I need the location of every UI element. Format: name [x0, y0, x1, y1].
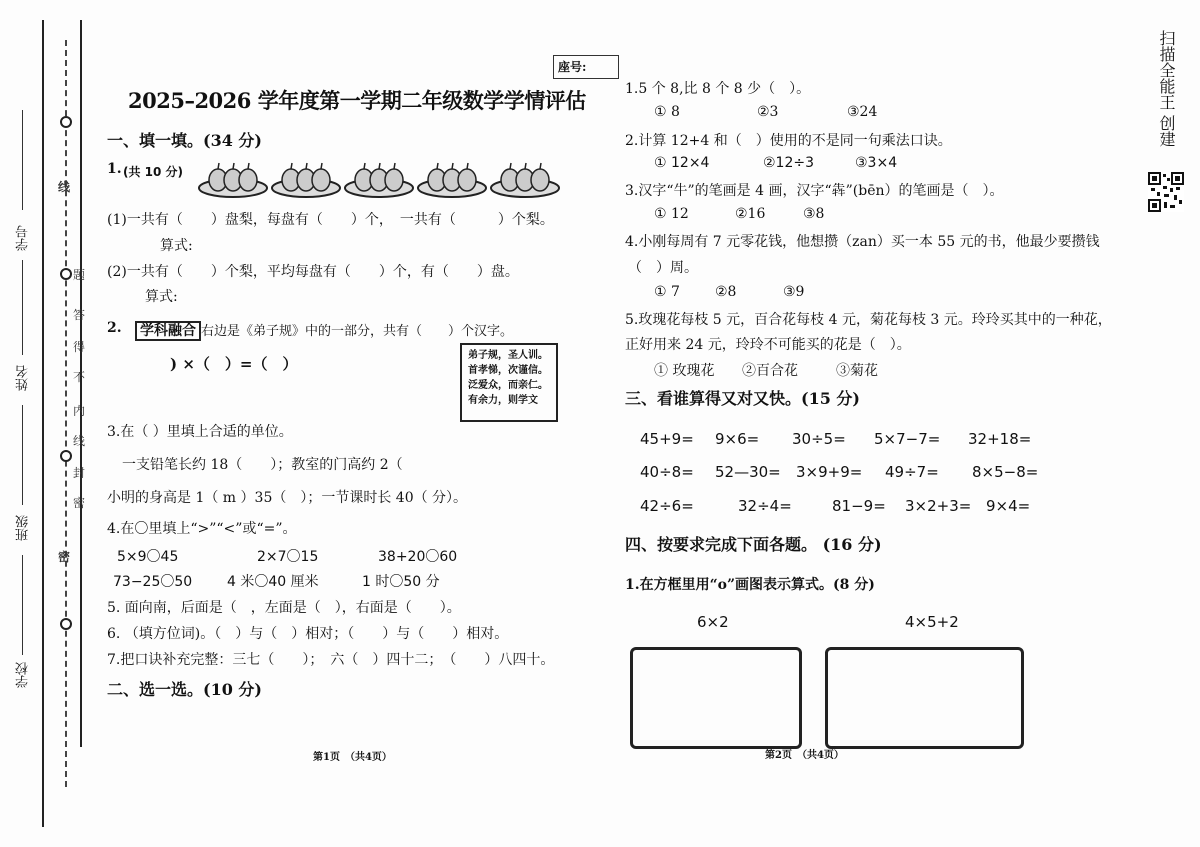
- q1-label: 1.: [107, 161, 122, 177]
- choice4-question: 4.小刚每周有 7 元零花钱，他想攒（zan）买一本 55 元的书，他最少要攒钱: [625, 234, 1100, 250]
- q1-points: (共 10 分): [123, 165, 184, 179]
- calc-item: 32÷4=: [738, 497, 792, 515]
- q4-item: 1 时〇50 分: [362, 574, 440, 590]
- drawing-box-6x2[interactable]: [630, 647, 802, 749]
- choice5-question-cont: 正好用来 24 元，玲玲不可能买的花是（ ）。: [625, 337, 911, 353]
- binding-hole: [60, 268, 72, 280]
- choice1-question: 1.5 个 8,比 8 个 8 少（ ）。: [625, 81, 811, 97]
- choice1-option: ① 8: [654, 104, 680, 120]
- calc-item: 45+9=: [640, 430, 694, 448]
- seal-text: 封: [73, 466, 86, 480]
- choice4-option: ②8: [715, 284, 737, 300]
- q6-text: 6. （填方位词)。（ ）与（ ）相对；（ ）与（ ）相对。: [107, 626, 509, 642]
- class-line: [22, 405, 23, 505]
- calc-item: 8×5−8=: [972, 463, 1039, 481]
- choice5-option: ②百合花: [742, 363, 798, 379]
- seal-text: 线: [73, 434, 86, 448]
- drawing-box-4x5plus2[interactable]: [825, 647, 1024, 749]
- section4-q1: 1.在方框里用“o”画图表示算式。(8 分): [625, 577, 875, 593]
- calc-item: 81−9=: [832, 497, 886, 515]
- calc-item: 9×6=: [715, 430, 760, 448]
- q4-item: 4 米〇40 厘米: [227, 574, 319, 590]
- dizigui-poem-box: [460, 343, 558, 422]
- q3-line1: 一支铅笔长约 18（ ）；教室的门高约 2（: [122, 457, 403, 473]
- choice1-option: ③24: [847, 104, 878, 120]
- calc-item: 49÷7=: [885, 463, 939, 481]
- calc-item: 42÷6=: [640, 497, 694, 515]
- q2-expression: ) ×（ ）=（ ）: [170, 355, 298, 373]
- section1-title: 一、填一填。(34 分): [107, 131, 262, 150]
- calc-item: 32+18=: [968, 430, 1032, 448]
- box-label: 6×2: [697, 613, 729, 631]
- name-label: 姓名: [16, 365, 31, 391]
- exam-title: 2025–2026 学年度第一学期二年级数学学情评估: [128, 88, 586, 113]
- choice2-option: ②12÷3: [763, 155, 815, 171]
- q2-number: 2.: [107, 320, 122, 336]
- poem-line: 首孝悌，次谨信。: [468, 365, 548, 376]
- calc-item: 9×4=: [986, 497, 1031, 515]
- q1-line1: (1)一共有（ ）盘梨，每盘有（ ）个， 一共有（ ）个梨。: [107, 212, 554, 228]
- q2-text: 右边是《弟子规》中的一部分，共有（ ）个汉字。: [201, 324, 514, 339]
- q4-item: 2×7〇15: [257, 549, 319, 565]
- q4-item: 73−25〇50: [113, 574, 193, 590]
- choice5-question: 5.玫瑰花每枝 5 元，百合花每枝 4 元，菊花每枝 3 元。玲玲买其中的一种花，: [625, 312, 1112, 328]
- q4-item: 38+20〇60: [378, 549, 458, 565]
- pear-plates-illustration: [198, 155, 568, 200]
- q5-text: 5. 面向南，后面是（ ，左面是（ ），右面是（ ）。: [107, 600, 461, 616]
- poem-line: 泛爱众，而亲仁。: [468, 380, 548, 391]
- q1-line2: (2)一共有（ ）个梨，平均每盘有（ ）个，有（ ）盘。: [107, 264, 519, 280]
- choice2-option: ① 12×4: [654, 155, 710, 171]
- name-line: [22, 260, 23, 355]
- binding-hole: [60, 116, 72, 128]
- choice5-option: ① 玫瑰花: [654, 363, 715, 379]
- section3-title: 三、看谁算得又对又快。(15 分): [625, 389, 860, 408]
- choice4-option: ① 7: [654, 284, 680, 300]
- page2-footer: 第2页 （共4页）: [765, 750, 844, 761]
- calc-item: 5×7−7=: [874, 430, 941, 448]
- q3-line2: 小明的身高是 1（ m ）35（ ）；一节课时长 40（ 分）。: [107, 490, 468, 506]
- binding-dashed-line: [65, 40, 67, 787]
- page1-footer: 第1页 （共4页）: [313, 752, 392, 763]
- seal-text: 内: [73, 404, 86, 418]
- calc-item: 30÷5=: [792, 430, 846, 448]
- poem-line: 弟子规，圣人训。: [468, 350, 548, 361]
- binding-hole: [60, 450, 72, 462]
- choice3-option: ① 12: [654, 206, 689, 222]
- seat-number-box[interactable]: 座号:: [553, 55, 619, 79]
- calc-item: 3×2+3=: [905, 497, 972, 515]
- q2-row: [135, 320, 513, 340]
- choice4-option: ③9: [783, 284, 805, 300]
- box-label: 4×5+2: [905, 613, 959, 631]
- calc-item: 3×9+9=: [796, 463, 863, 481]
- q7-text: 7.把口诀补充完整：三七（ ）； 六（ ）四十二； （ ）八四十。: [107, 652, 555, 668]
- student-no-line: [22, 110, 23, 210]
- interdisciplinary-tag: 学科融合: [135, 321, 201, 341]
- q3-title: 3.在（ ）里填上合适的单位。: [107, 424, 293, 440]
- seal-text: 答: [73, 308, 86, 322]
- qr-code-icon: [1148, 172, 1184, 212]
- poem-line: 有余力，则学文: [468, 395, 538, 406]
- choice5-option: ③菊花: [836, 363, 878, 379]
- student-no-label: 学号: [16, 225, 31, 251]
- q4-title: 4.在〇里填上“>”“<”或“=”。: [107, 521, 297, 537]
- seal-text: 题: [73, 268, 86, 282]
- choice3-option: ②16: [735, 206, 766, 222]
- school-line: [22, 555, 23, 655]
- scanner-brand-text: 扫描全能王 创建: [1157, 30, 1176, 148]
- choice3-option: ③8: [803, 206, 825, 222]
- class-label: 班级: [16, 515, 31, 541]
- choice2-question: 2.计算 12+4 和（ ）使用的不是同一句乘法口诀。: [625, 133, 952, 149]
- q1-line1-formula: 算式:: [160, 238, 193, 254]
- calc-item: 52—30=: [715, 463, 781, 481]
- seal-text: 不: [73, 370, 86, 384]
- choice3-question: 3.汉字“牛”的笔画是 4 画，汉字“犇”(bēn）的笔画是（ ）。: [625, 183, 1004, 199]
- binding-outer-line: [42, 20, 44, 827]
- seal-text: 线: [58, 180, 71, 194]
- q4-item: 5×9〇45: [117, 549, 179, 565]
- choice2-option: ③3×4: [855, 155, 898, 171]
- seal-text: 密: [58, 550, 71, 564]
- choice1-option: ②3: [757, 104, 779, 120]
- seal-text: 得: [73, 340, 86, 354]
- binding-hole: [60, 618, 72, 630]
- choice4-question-cont: （ ）周。: [628, 260, 698, 276]
- school-label: 学校: [16, 662, 31, 688]
- section2-title: 二、选一选。(10 分): [107, 680, 262, 699]
- seal-text: 密: [73, 496, 86, 510]
- calc-item: 40÷8=: [640, 463, 694, 481]
- q1-line2-formula: 算式:: [145, 289, 178, 305]
- section4-title: 四、按要求完成下面各题。 (16 分): [625, 535, 882, 554]
